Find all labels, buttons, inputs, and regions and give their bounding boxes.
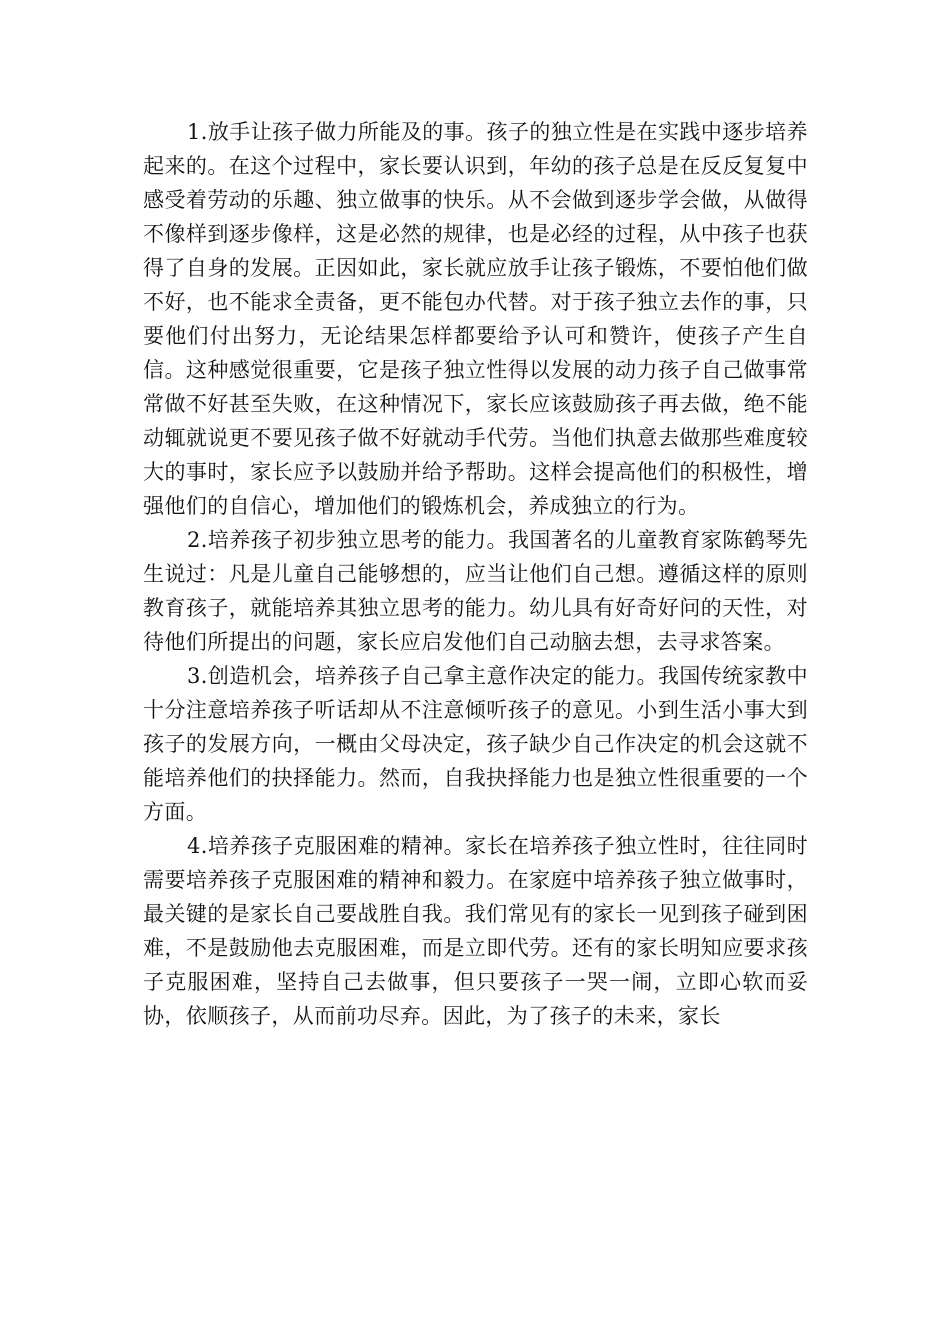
paragraph-2: 2.培养孩子初步独立思考的能力。我国著名的儿童教育家陈鹤琴先生说过：凡是儿童自己能够想的，应当让他们自己想。遵循这样的原则教育孩子，就能培养其独立思考的能力。幼儿具有好奇好问的天性，对待他们所提出的问题，家长应启发他们自己动脑去想，去寻求答案。	[143, 528, 808, 654]
paragraph-1: 1.放手让孩子做力所能及的事。孩子的独立性是在实践中逐步培养起来的。在这个过程中，家长要认识到，年幼的孩子总是在反反复复中感受着劳动的乐趣、独立做事的快乐。从不会做到逐步学会做，从做得不像样到逐步像样，这是必然的规律，也是必经的过程，从中孩子也获得了自身的发展。正因如此，家长就应放手让孩子锻炼，不要怕他们做不好，也不能求全责备，更不能包办代替。对于孩子独立去作的事，只要他们付出努力，无论结果怎样都要给予认可和赞许，使孩子产生自信。这种感觉很重要，它是孩子独立性得以发展的动力孩子自己做事常常做不好甚至失败，在这种情况下，家长应该鼓励孩子再去做，绝不能动辄就说更不要见孩子做不好就动手代劳。当他们执意去做那些难度较大的事时，家长应予以鼓励并给予帮助。这样会提高他们的积极性，增强他们的自信心，增加他们的锻炼机会，养成独立的行为。	[143, 120, 808, 518]
paragraph-4: 4.培养孩子克服困难的精神。家长在培养孩子独立性时，往往同时需要培养孩子克服困难的精神和毅力。在家庭中培养孩子独立做事时，最关键的是家长自己要战胜自我。我们常见有的家长一见到孩子碰到困难，不是鼓励他去克服困难，而是立即代劳。还有的家长明知应要求孩子克服困难，坚持自己去做事，但只要孩子一哭一闹，立即心软而妥协，依顺孩子，从而前功尽弃。因此，为了孩子的未来，家长	[143, 834, 808, 1028]
paragraph-3: 3.创造机会，培养孩子自己拿主意作决定的能力。我国传统家教中十分注意培养孩子听话却从不注意倾听孩子的意见。小到生活小事大到孩子的发展方向，一概由父母决定，孩子缺少自己作决定的机会这就不能培养他们的抉择能力。然而，自我抉择能力也是独立性很重要的一个方面。	[143, 664, 808, 824]
document-body	[143, 115, 808, 1033]
